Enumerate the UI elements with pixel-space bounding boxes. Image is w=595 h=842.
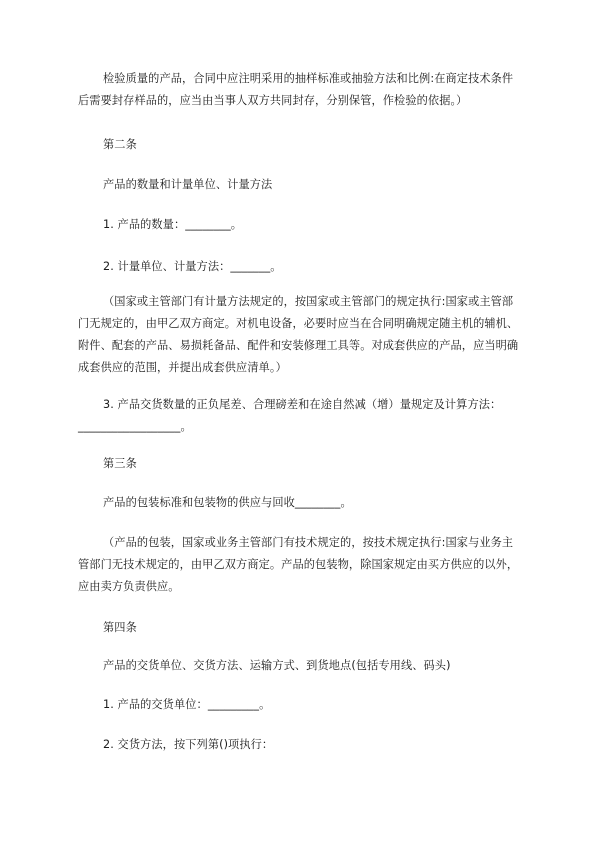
paragraph-delivery-method: 2. 交货方法，按下列第()项执行： xyxy=(103,738,274,751)
paragraph-delivery-unit: 1. 产品的交货单位：_________。 xyxy=(103,698,271,711)
paragraph-quantity-units: 产品的数量和计量单位、计量方法 xyxy=(103,178,273,191)
paragraph-measure-rules: （国家或主管部门有计量方法规定的，按国家或主管部门的规定执行:国家或主管部门无规定的，由甲乙双方商定。对机电设备，必要时应当在合同明确规定随主机的辅机、附件、配套的产品、易损耗备品、配件和安装修理工具等。对成套供应的产品，应当明确成套供应的范围，并提出成套供应清单。） xyxy=(78,295,519,374)
paragraph-quantity: 1. 产品的数量：________。 xyxy=(103,218,243,231)
paragraph-delivery-terms: 产品的交货单位、交货方法、运输方式、到货地点(包括专用线、码头) xyxy=(103,659,451,672)
paragraph-packaging-rules: （产品的包装，国家或业务主管部门有技术规定的，按技术规定执行:国家与业务主管部门无技术规定的，由甲乙双方商定。产品的包装物，除国家规定由买方供应的以外，应由卖方负责供应。 xyxy=(78,536,519,593)
paragraph-packaging: 产品的包装标准和包装物的供应与回收________。 xyxy=(103,496,352,509)
paragraph-inspection-quality: 检验质量的产品，合同中应注明采用的抽样标准或抽验方法和比例:在商定技术条件后需要封存样品的，应当由当事人双方共同封存，分别保管，作检验的依据。） xyxy=(78,72,514,107)
paragraph-delivery-tolerance: 3. 产品交货数量的正负尾差、合理磅差和在途自然减（增）量规定及计算方法：__________________。 xyxy=(78,398,502,433)
heading-article-3: 第三条 xyxy=(103,457,137,470)
heading-article-2: 第二条 xyxy=(103,138,137,151)
paragraph-measure-method: 2. 计量单位、计量方法：_______。 xyxy=(103,260,282,273)
heading-article-4: 第四条 xyxy=(103,621,137,634)
